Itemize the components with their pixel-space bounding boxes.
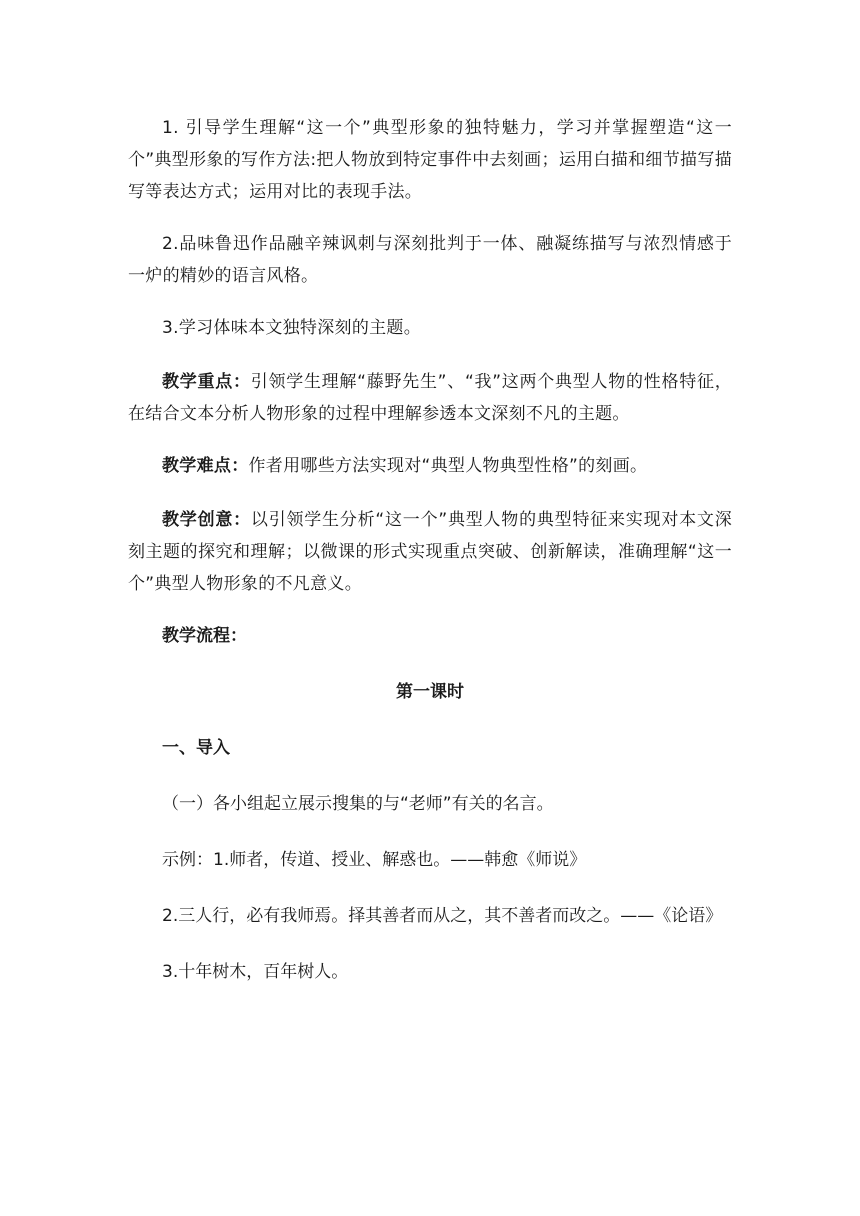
creativity-paragraph [128,504,732,600]
creativity-text: 以引领学生分析“这一个”典型人物的典型特征来实现对本文深刻主题的探究和理解；以微课的形式实现重点突破、创新解读，准确理解“这一个”典型人物形象的不凡意义。 [128,510,732,594]
objective-1: 1. 引导学生理解“这一个”典型形象的独特魅力，学习并掌握塑造“这一个”典型形象的写作方法:把人物放到特定事件中去刻画；运用白描和细节描写描写等表达方式；运用对比的表现手法。 [128,118,732,202]
document-page [128,112,732,1012]
key-point-text: 引领学生理解“藤野先生”、“我”这两个典型人物的性格特征，在结合文本分析人物形象的过程中理解参透本文深刻不凡的主题。 [128,372,733,424]
process-label: 教学流程： [162,626,247,646]
section-title: 一、导入 [162,738,230,758]
example-line-2: 2.三人行，必有我师焉。择其善者而从之，其不善者而改之。——《论语》 [162,906,723,926]
difficulty-text: 作者用哪些方法实现对“典型人物典型性格”的刻画。 [248,456,648,476]
difficulty-paragraph [128,450,732,482]
objective-3: 3.学习体味本文独特深刻的主题。 [162,318,422,338]
objective-2: 2.品味鲁迅作品融辛辣讽刺与深刻批判于一体、融凝练描写与浓烈情感于一炉的精妙的语言风格。 [128,234,732,286]
activity-line: （一）各小组起立展示搜集的与“老师”有关的名言。 [162,794,554,814]
creativity-label: 教学创意： [162,510,251,530]
example-line-3: 3.十年树木，百年树人。 [162,962,349,982]
lesson-title: 第一课时 [396,682,464,702]
difficulty-label: 教学难点： [162,456,249,476]
key-point-label: 教学重点： [162,372,251,392]
key-point-paragraph [128,366,732,430]
example-line-1: 示例：1.师者，传道、授业、解惑也。——韩愈《师说》 [162,850,587,870]
